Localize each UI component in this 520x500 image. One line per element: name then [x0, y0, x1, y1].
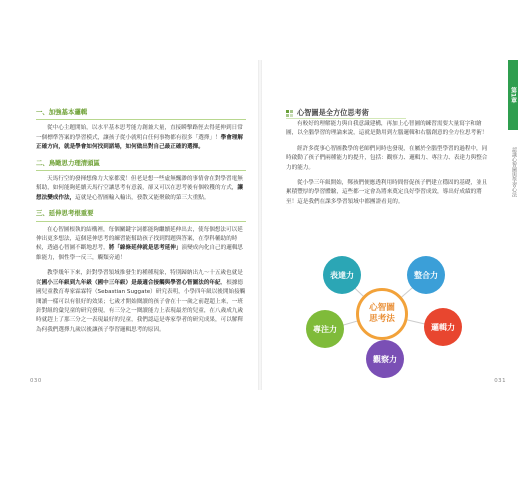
mind-map-center: 心智圖 思考法	[356, 288, 408, 340]
body-paragraph: 有較好的理解能力與自我意識建構，再加上心智圖的練習需要大量寫字和繪圖，以全腦學習的理論來說，這就是動用到左腦邏輯和右腦創意的全方位思考術！	[286, 121, 488, 137]
section-1	[36, 108, 246, 153]
section-divider	[36, 119, 246, 120]
mind-map-diagram	[292, 248, 472, 378]
body-paragraph: 教學幾年下來，針對學習領域推發生的種種現象，特別歸納出九～十五歲也就是從國小三年級到九年級（國中三年級）是最適合接觸與學習心智圖法的年紀，根據德國兒童教育專家霖霖特（Sebastian Suggate）研究表明，小學四年級以後開始接觸閱讀一樣可以有很好的效果；七歲才開始閱讀的孩子會在十一歲之前趕超上來，一班針對組的彙兒童的研究發現，有三分之一閱讀能力上表現最差的兒童，在八歲成九歲時就趕上了那三分之一表現最好的兒童，我們認這是專家學者的研究成果，可以解釋為何我們選擇九歲以後讓孩子學習邏輯思考的原因。	[36, 270, 246, 333]
emphasis-text: 將「線條延伸就是思考延伸」	[108, 245, 182, 252]
right-page-body	[286, 120, 492, 213]
section-heading: 二、鳥瞰思力理清頭區	[36, 158, 100, 167]
mind-map-node: 整合力	[407, 256, 445, 294]
mind-map-node: 專注力	[306, 310, 344, 348]
body-paragraph: 從中心主題開始，以水平基本思考能力創兼大量，直接瞬擊路徑去得延伸到日常一個標準答案的學習模式，讓孩子從小就明白任何事物都有很多「選擇」！學會理解正確方向，就是學會如何找到諾場，如何做出對自己最正確的選擇。	[36, 125, 243, 151]
chapter-caption: 認識心智圖與學習心法	[511, 147, 517, 197]
section-3	[36, 209, 246, 335]
mind-map-node: 邏輯力	[424, 308, 462, 346]
page-number: 030	[30, 378, 42, 384]
section-heading: 一、加強基本邏輯	[36, 108, 88, 116]
section-heading: 三、延伸思考根重要	[36, 209, 94, 218]
emphasis-text: 學會理解正確方向，就是學會如何找到諾場，如何做出對自己最正確的選擇。	[36, 134, 243, 151]
title-bullet-icon	[286, 110, 293, 117]
chapter-tab: 第1章	[508, 60, 518, 130]
page-title	[286, 108, 369, 118]
emphasis-text: 國小三年級到九年級（國中三年級）是最適合接觸與學習心智圖法的年紀	[41, 279, 221, 286]
left-page-body	[36, 108, 246, 341]
page-title-text: 心智圖是全方位思考術	[297, 108, 369, 117]
section-divider	[36, 221, 246, 222]
left-page	[0, 60, 258, 390]
section-2	[36, 159, 246, 204]
emphasis-text: 讓想法變成作法，	[36, 185, 243, 201]
title-divider	[286, 118, 406, 119]
mind-map-node: 觀察力	[366, 340, 404, 378]
body-paragraph: 從小學三年級開始，鄭孩們便應透利用時間督促孩子們建立穩固的基礎，並且累積豐厚的學習體驗，這些都一定會為將來奠定良好學習成效，導出好成績的將至！這是我們在課多學習領域中都團證看見的。	[286, 180, 488, 205]
body-paragraph: 天馬行空的發揮想像力大家都愛！但老是想一些虛無飄渺的事情會在對學習電無幫助，如何能夠延續天馬行空讓思考有意義，卻又可以在思考後有個收穫的方式，讓想法變成作法，這就是心智圖輸入輸出，發散又能聚斂的第三大重點。	[36, 176, 243, 201]
body-paragraph: 在心智圖根執的結構裡，每個關鍵字詞都能夠繼續延伸出去，使每個想法可以延伸出更多想法，這個延伸思考的練習能幫助孩子找到問題與答案，在學科輔助的時候，透過心智圖不斷地思考，將「線條延伸就是思考延伸」演變成內化自己的邏輯思維能力，個性學一反三，觸類旁通！	[36, 226, 244, 261]
mind-map-node: 表達力	[323, 256, 361, 294]
body-paragraph: 經許多從事心智圖教學的老師們同時也發現，在屬於全腦型學習的過程中，同時啟動了孩子們兩種能力的提升，包括：觀察力、邏輯力、專注力、表達力與整合力的能力。	[286, 145, 488, 171]
section-divider	[36, 170, 246, 171]
page-number: 031	[494, 378, 506, 384]
